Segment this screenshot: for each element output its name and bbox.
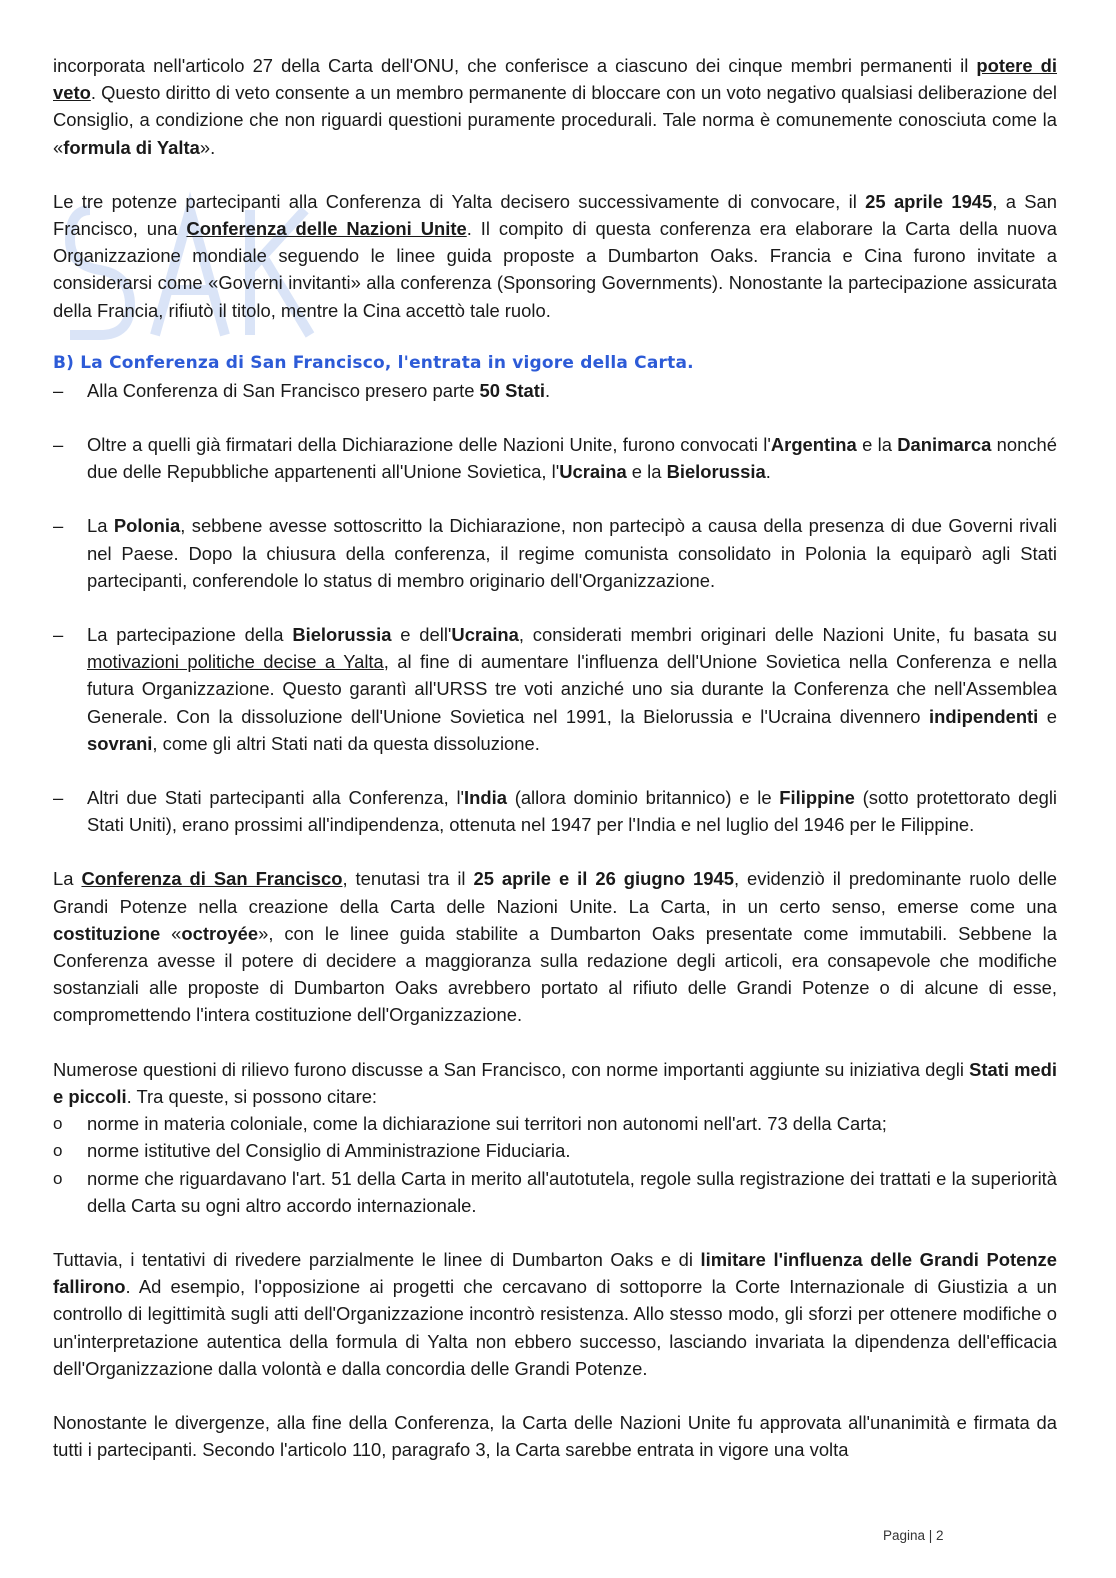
paragraph-san-francisco: La Conferenza di San Francisco, tenutasi tra il 25 aprile e il 26 giugno 1945, evidenziò il predominante ruolo delle Grandi Potenze nella creazione della Carta delle Nazioni Unite. La Carta, in un certo senso, emerse come una costituzione «octroyée», con le linee guida stabilite a Dumbarton Oaks presentate come immutabili. Sebbene la Conferenza avesse il potere di decidere a maggioranza sulla redazione degli articoli, era consapevole che modifiche sostanziali alle proposte di Dumbarton Oaks avrebbero portato al rifiuto delle Grandi Potenze o di alcune di esse, compromettendo l'intera costituzione dell'Organizzazione. <box>53 868 1058 1026</box>
circle-bullet: o <box>53 1168 63 1188</box>
list-item: o norme istitutive del Consiglio di Amministrazione Fiduciaria. <box>53 1137 1057 1164</box>
circle-bullet: o <box>53 1141 63 1161</box>
emphasis-veto: potere di veto <box>53 55 1057 104</box>
dash-bullet: – <box>53 515 64 537</box>
list-item: – Alla Conferenza di San Francisco presero parte 50 Stati. <box>53 377 1057 404</box>
dash-bullet: – <box>53 624 64 646</box>
list-item: – La Polonia, sebbene avesse sottoscritto la Dichiarazione, non partecipò a causa della presenza di due Governi rivali nel Paese. Dopo la chiusura della conferenza, il regime comunista consolidato in Polonia la equiparò agli Stati partecipanti, conferendole lo status di membro originario dell'Organizzazione. <box>53 512 1057 594</box>
paragraph-questions: Numerose questioni di rilievo furono discusse a San Francisco, con norme importanti aggiunte su iniziativa degli Stati medi e piccoli. Tra queste, si possono citare: <box>53 1058 1057 1107</box>
paragraph-conference-convocation: Le tre potenze partecipanti alla Conferenza di Yalta decisero successivamente di convocare, il 25 aprile 1945, a San Francisco, una Conferenza delle Nazioni Unite. Il compito di questa conferenza era elaborare la Carta della nuova Organizzazione mondiale seguendo le linee guida proposte a Dumbarton Oaks. Francia e Cina furono invitate a considerarsi come «Governi invitanti» alla conferenza (Sponsoring Governments). Nonostante la partecipazione assicurata della Francia, rifiutò il titolo, mentre la Cina accettò tale ruolo. <box>53 190 1058 321</box>
emphasis-un-conference: Conferenza delle Nazioni Unite <box>186 218 467 240</box>
emphasis-sf-conference: Conferenza di San Francisco <box>81 868 343 890</box>
list-item: – Oltre a quelli già firmatari della Dichiarazione delle Nazioni Unite, furono convocati l'Argentina e la Danimarca nonché due delle Repubbliche appartenenti all'Unione Sovietica, l'Ucraina e la Bielorussia. <box>53 431 1057 485</box>
emphasis-yalta-formula: formula di Yalta <box>63 136 200 158</box>
dash-bullet: – <box>53 379 64 401</box>
paragraph-veto: incorporata nell'articolo 27 della Carta dell'ONU, che conferisce a ciascuno dei cinque membri permanenti il potere di veto. Questo diritto di veto consente a un membro permanente di bloccare con un voto negativo qualsiasi deliberazione del Consiglio, a condizione che non riguardi questioni puramente procedurali. Tale norma è comunemente conosciuta come la «formula di Yalta». <box>53 55 1057 158</box>
underlined-text: motivazioni politiche decise a Yalta <box>87 651 384 673</box>
document-body <box>53 52 1057 1463</box>
circle-bullet: o <box>53 1114 63 1134</box>
list-item: – La partecipazione della Bielorussia e dell'Ucraina, considerati membri originari delle Nazioni Unite, fu basata su motivazioni politiche decise a Yalta, al fine di aumentare l'influenza dell'Unione Sovietica nella Conferenza e nella futura Organizzazione. Questo garantì all'URSS tre voti anziché uno sia durante la Conferenza che nell'Assemblea Generale. Con la dissoluzione dell'Unione Sovietica nel 1991, la Bielorussia e l'Ucraina divennero indipendenti e sovrani, come gli altri Stati nati da questa dissoluzione. <box>53 621 1057 757</box>
paragraph-attempts: Tuttavia, i tentativi di rivedere parzialmente le linee di Dumbarton Oaks e di limitare l'influenza delle Grandi Potenze fallirono. Ad esempio, l'opposizione ai progetti che cercavano di sottoporre la Corte Internazionale di Giustizia a un controllo di legittimità sugli atti dell'Organizzazione incontrò resistenza. Allo stesso modo, gli sforzi per ottenere modifiche o un'interpretazione autentica della formula di Yalta non ebbero successo, lasciando invariata la dipendenza dell'efficacia dell'Organizzazione dalla volontà e dalla concordia delle Grandi Potenze. <box>53 1248 1057 1379</box>
section-heading: B) La Conferenza di San Francisco, l'entrata in vigore della Carta. <box>53 352 694 373</box>
dash-bullet: – <box>53 434 64 456</box>
paragraph-approval: Nonostante le divergenze, alla fine della Conferenza, la Carta delle Nazioni Unite fu approvata all'unanimità e firmata da tutti i partecipanti. Secondo l'articolo 110, paragrafo 3, la Carta sarebbe entrata in vigore una volta <box>53 1411 1057 1461</box>
page-number: Pagina | 2 <box>883 1528 944 1543</box>
list-item: o norme che riguardavano l'art. 51 della Carta in merito all'autotutela, regole sulla registrazione dei trattati e la superiorità della Carta su ogni altro accordo internazionale. <box>53 1165 1057 1219</box>
list-item: – Altri due Stati partecipanti alla Conferenza, l'India (allora dominio britannico) e le Filippine (sotto protettorato degli Stati Uniti), erano prossimi all'indipendenza, ottenuta nel 1947 per l'India e nel luglio del 1946 per le Filippine. <box>53 784 1057 838</box>
emphasis-date: 25 aprile 1945 <box>865 190 993 212</box>
dash-bullet: – <box>53 787 64 809</box>
list-item: o norme in materia coloniale, come la dichiarazione sui territori non autonomi nell'art. 73 della Carta; <box>53 1110 1057 1137</box>
